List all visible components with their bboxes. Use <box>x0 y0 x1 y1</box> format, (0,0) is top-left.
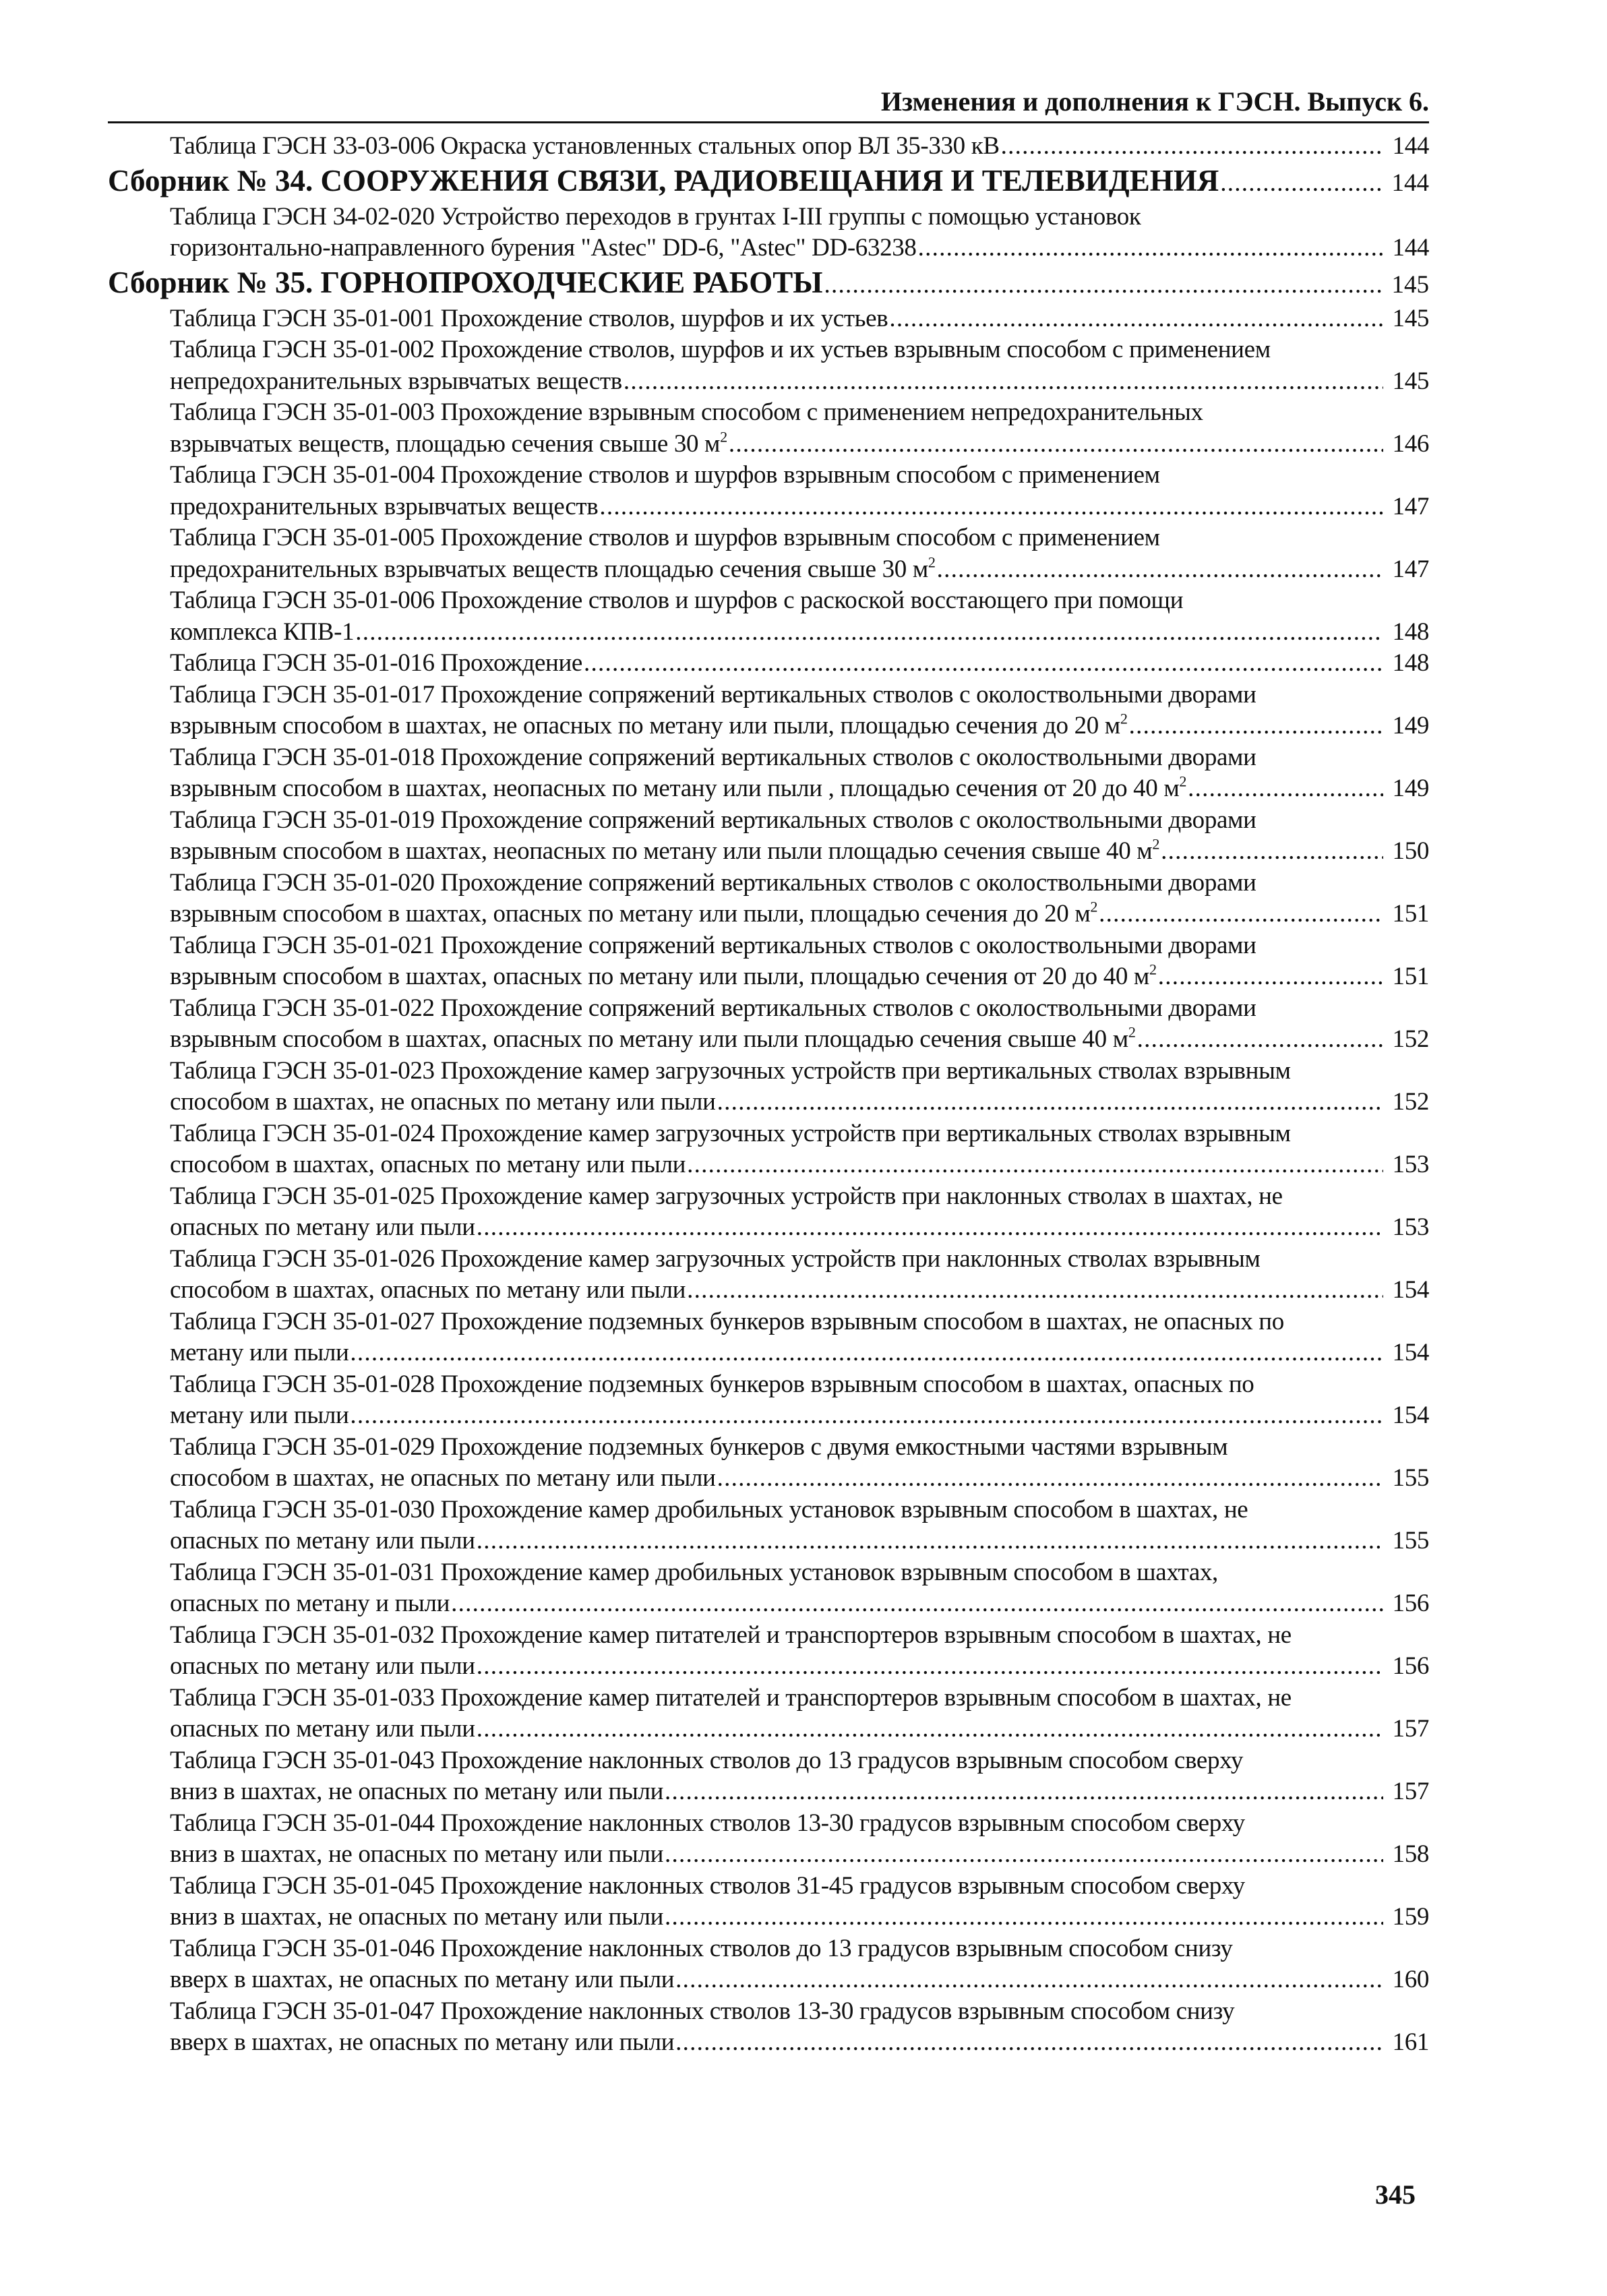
toc-entry-line-text: Таблица ГЭСН 35-01-020 Прохождение сопряжений вертикальных стволов с околоствольными дворами <box>170 868 1256 897</box>
toc-entry-line <box>170 202 1383 233</box>
toc-table-entry[interactable] <box>108 930 1429 993</box>
toc-entry-title <box>170 1306 1383 1369</box>
toc-entry-line <box>170 1745 1383 1777</box>
toc-entry-line-text: Таблица ГЭСН 35-01-003 Прохождение взрывным способом с применением непредохранительных <box>170 398 1203 426</box>
toc-entry-line <box>170 554 1383 586</box>
toc-entry-line-text: Таблица ГЭСН 35-01-016 Прохождение <box>170 649 583 677</box>
toc-entry-line <box>170 1212 1383 1244</box>
toc-entry-title <box>170 1808 1383 1871</box>
toc-entry-title <box>170 648 1383 679</box>
toc-dot-leader <box>622 366 1383 398</box>
toc-page-number: 147 <box>1392 555 1429 583</box>
toc-section-entry[interactable] <box>108 266 1429 301</box>
toc-entry-line <box>170 491 1383 523</box>
toc-entry-line-text: Таблица ГЭСН 35-01-022 Прохождение сопряжений вертикальных стволов с околоствольными дворами <box>170 994 1256 1022</box>
toc-dot-leader <box>475 1714 1383 1745</box>
toc-dot-leader <box>348 1400 1383 1432</box>
toc-entry-line <box>170 334 1383 366</box>
toc-entry-title <box>170 334 1383 397</box>
toc-table-entry[interactable] <box>108 131 1429 162</box>
toc-table-entry[interactable] <box>108 1432 1429 1494</box>
toc-entry-line <box>170 1306 1383 1338</box>
toc-entry-title <box>170 742 1383 805</box>
toc-entry-line <box>170 2027 1383 2059</box>
toc-entry-title <box>170 868 1383 930</box>
toc-dot-leader <box>1097 899 1383 930</box>
toc-entry-line-text: опасных по метану или пыли <box>170 1652 475 1680</box>
toc-entry-line <box>170 1714 1383 1745</box>
toc-entry-title <box>170 397 1383 460</box>
toc-entry-title <box>170 303 1383 335</box>
toc-table-entry[interactable] <box>108 648 1429 679</box>
toc-table-entry[interactable] <box>108 585 1429 648</box>
toc-table-entry[interactable] <box>108 460 1429 522</box>
toc-entry-line <box>170 1244 1383 1275</box>
toc-entry-line <box>170 993 1383 1025</box>
toc-page-number: 148 <box>1392 649 1429 677</box>
toc-dot-leader <box>686 1149 1383 1181</box>
toc-entry-line-text: взрывным способом в шахтах, не опасных по метану или пыли, площадью сечения до 20 $м^2$ <box>170 710 1128 739</box>
toc-table-entry[interactable] <box>108 1745 1429 1808</box>
toc-entry-title <box>170 993 1383 1056</box>
toc-dot-leader <box>888 303 1383 335</box>
toc-entry-title <box>170 1871 1383 1933</box>
toc-entry-line <box>170 742 1383 774</box>
toc-dot-leader <box>348 1337 1383 1369</box>
toc-table-entry[interactable] <box>108 679 1429 742</box>
toc-dot-leader <box>582 648 1383 679</box>
toc-entry-line-text: Таблица ГЭСН 35-01-045 Прохождение наклонных стволов 31-45 градусов взрывным способом сверху <box>170 1871 1245 1900</box>
toc-entry-line-text: Таблица ГЭСН 35-01-021 Прохождение сопряжений вертикальных стволов с околоствольными дворами <box>170 931 1256 959</box>
toc-dot-leader <box>727 429 1383 460</box>
toc-entry-line-text: вверх в шахтах, не опасных по метану или пыли <box>170 2028 675 2056</box>
toc-entry-line <box>170 836 1383 868</box>
toc-entry-title <box>170 1244 1383 1306</box>
toc-page-number: 154 <box>1392 1276 1429 1304</box>
toc-entry-line <box>170 1056 1383 1087</box>
running-header <box>108 85 1429 123</box>
toc-entry-line-text: опасных по метану и пыли <box>170 1590 450 1617</box>
toc-dot-leader <box>475 1212 1383 1244</box>
toc-entry-line <box>170 1808 1383 1840</box>
toc-entry-title <box>170 1745 1383 1808</box>
toc-page-number: 151 <box>1392 963 1429 990</box>
toc-entry-title <box>170 585 1383 648</box>
toc-entry-line <box>170 679 1383 711</box>
toc-entry-line <box>170 1337 1383 1369</box>
toc-entry-line-text: вниз в шахтах, не опасных по метану или пыли <box>170 1840 664 1868</box>
toc-table-entry[interactable] <box>108 1244 1429 1306</box>
toc-entry-line-text: Таблица ГЭСН 35-01-023 Прохождение камер загрузочных устройств при вертикальных стволах взрывным <box>170 1056 1291 1085</box>
toc-page-number: 158 <box>1392 1840 1429 1868</box>
toc-entry-line <box>170 1149 1383 1181</box>
toc-page-number: 144 <box>1392 132 1429 160</box>
toc-entry-line-text: Таблица ГЭСН 35-01-006 Прохождение стволов и шурфов с раскоской восстающего при помощи <box>170 586 1184 614</box>
toc-entry-line-text: метану или пыли <box>170 1401 349 1429</box>
toc-entry-line <box>170 1369 1383 1401</box>
toc-entry-line <box>170 1776 1383 1808</box>
toc-dot-leader <box>936 554 1383 586</box>
toc-entry-line-text: Таблица ГЭСН 35-01-031 Прохождение камер дробильных установок взрывным способом в шахтах, <box>170 1558 1218 1586</box>
toc-entry-line <box>170 303 1383 335</box>
toc-entry-line <box>170 131 1383 162</box>
toc-entry-line <box>170 1463 1383 1494</box>
toc-entry-line-text: опасных по метану или пыли <box>170 1715 475 1743</box>
toc-entry-line-text: Таблица ГЭСН 35-01-027 Прохождение подземных бункеров взрывным способом в шахтах, не опасных по <box>170 1307 1284 1335</box>
toc-entry-line-text: способом в шахтах, не опасных по метану или пыли <box>170 1464 716 1492</box>
toc-entry-title <box>170 1683 1383 1745</box>
toc-dot-leader <box>450 1588 1383 1620</box>
toc-entry-line <box>170 585 1383 617</box>
toc-table-entry[interactable] <box>108 1369 1429 1432</box>
toc-entry-line <box>170 1996 1383 2028</box>
toc-page-number: 156 <box>1392 1590 1429 1617</box>
toc-entry-title <box>170 1369 1383 1432</box>
toc-page-number: 156 <box>1392 1652 1429 1680</box>
toc-table-entry[interactable] <box>108 1306 1429 1369</box>
toc-entry-line <box>170 1588 1383 1620</box>
toc-entry-title <box>170 679 1383 742</box>
toc-dot-leader <box>1136 1024 1383 1056</box>
toc-table-entry[interactable] <box>108 1933 1429 1996</box>
toc-entry-line-text: способом в шахтах, опасных по метану или пыли <box>170 1276 686 1304</box>
toc-dot-leader <box>674 1964 1383 1996</box>
toc-entry-line-text: взрывным способом в шахтах, опасных по метану или пыли площадью сечения свыше 40 $м^2$ <box>170 1023 1136 1053</box>
toc-entry-title <box>170 805 1383 868</box>
toc-entry-line-text: взрывным способом в шахтах, неопасных по метану или пыли площадью сечения свыше 40 $м^2$ <box>170 835 1160 865</box>
toc-entry-line-text: Таблица ГЭСН 35-01-029 Прохождение подземных бункеров с двумя емкостными частями взрывным <box>170 1432 1228 1461</box>
toc-entry-line <box>170 1839 1383 1871</box>
toc-dot-leader <box>917 233 1383 264</box>
toc-page-number: 147 <box>1392 492 1429 520</box>
toc-entry-line <box>170 1902 1383 1933</box>
toc-entry-line-text: Таблица ГЭСН 35-01-017 Прохождение сопряжений вертикальных стволов с околоствольными дворами <box>170 680 1256 708</box>
toc-entry-title <box>170 460 1383 522</box>
toc-entry-line <box>170 1683 1383 1714</box>
toc-dot-leader <box>1159 836 1383 868</box>
toc-page-number: 157 <box>1392 1715 1429 1743</box>
toc-dot-leader <box>1157 961 1383 993</box>
toc-entry-title <box>170 1620 1383 1683</box>
toc-entry-line-text: взрывным способом в шахтах, опасных по метану или пыли, площадью сечения до 20 $м^2$ <box>170 898 1098 928</box>
toc-table-entry[interactable] <box>108 742 1429 805</box>
toc-page-number: 155 <box>1392 1527 1429 1554</box>
toc-dot-leader <box>1000 131 1383 162</box>
toc-entry-line-text: непредохранительных взрывчатых веществ <box>170 367 622 395</box>
toc-page-number: 153 <box>1392 1213 1429 1241</box>
toc-entry-line-text: Таблица ГЭСН 35-01-043 Прохождение наклонных стволов до 13 градусов взрывным способом сверху <box>170 1746 1244 1774</box>
toc-entry-line <box>170 1275 1383 1306</box>
toc-table-entry[interactable] <box>108 1118 1429 1181</box>
toc-entry-line-text: Сборник № 35. ГОРНОПРОХОДЧЕСКИЕ РАБОТЫ <box>108 265 823 299</box>
toc-page-number: 160 <box>1392 1966 1429 1993</box>
toc-dot-leader <box>674 2027 1383 2059</box>
toc-page-number: 153 <box>1392 1151 1429 1178</box>
toc-entry-line-text: предохранительных взрывчатых веществ <box>170 492 599 520</box>
toc-entry-line <box>170 1494 1383 1526</box>
toc-dot-leader <box>822 266 1383 301</box>
toc-entry-line <box>170 1557 1383 1589</box>
toc-entry-title <box>170 1996 1383 2059</box>
toc-table-entry[interactable] <box>108 805 1429 868</box>
toc-entry-line-text: взрывным способом в шахтах, неопасных по метану или пыли , площадью сечения от 20 до 40 $м^2$ <box>170 773 1187 802</box>
toc-entry-line-text: Таблица ГЭСН 35-01-026 Прохождение камер загрузочных устройств при наклонных стволах взрывным <box>170 1244 1261 1273</box>
toc-entry-line <box>170 233 1383 264</box>
toc-page-number: 145 <box>1392 367 1429 395</box>
toc-entry-line-text: взрывчатых веществ, площадью сечения свыше 30 $м^2$ <box>170 428 727 458</box>
toc-entry-line <box>170 648 1383 679</box>
toc-dot-leader <box>716 1463 1383 1494</box>
toc-table-entry[interactable] <box>108 1494 1429 1557</box>
toc-page-number: 154 <box>1392 1339 1429 1366</box>
toc-entry-title <box>170 1494 1383 1557</box>
toc-entry-line <box>170 1400 1383 1432</box>
toc-entry-line-text: Таблица ГЭСН 35-01-025 Прохождение камер загрузочных устройств при наклонных стволах в шахтах, не <box>170 1182 1283 1210</box>
toc-entry-line-text: способом в шахтах, не опасных по метану или пыли <box>170 1088 716 1116</box>
toc-entry-line <box>170 773 1383 805</box>
toc-entry-line <box>170 961 1383 993</box>
toc-entry-line <box>170 1933 1383 1965</box>
toc-entry-line-text: Таблица ГЭСН 35-01-024 Прохождение камер загрузочных устройств при вертикальных стволах взрывным <box>170 1119 1291 1147</box>
toc-table-entry[interactable] <box>108 1181 1429 1244</box>
toc-entry-line-text: Таблица ГЭСН 35-01-047 Прохождение наклонных стволов 13-30 градусов взрывным способом снизу <box>170 1997 1235 2025</box>
toc-page-number: 159 <box>1392 1903 1429 1931</box>
toc-page-number: 150 <box>1392 837 1429 865</box>
toc-entry-title <box>170 1056 1383 1118</box>
toc-dot-leader <box>1128 711 1383 742</box>
toc-table-entry[interactable] <box>108 303 1429 335</box>
toc-entry-line <box>170 711 1383 742</box>
toc-entry-line <box>108 266 1383 301</box>
toc-entry-line-text: Таблица ГЭСН 35-01-044 Прохождение наклонных стволов 13-30 градусов взрывным способом сверху <box>170 1809 1245 1837</box>
toc-entry-line <box>170 1181 1383 1213</box>
toc-entry-line-text: Таблица ГЭСН 35-01-032 Прохождение камер питателей и транспортеров взрывным способом в шахтах, не <box>170 1621 1292 1649</box>
toc-entry-line-text: способом в шахтах, опасных по метану или пыли <box>170 1151 686 1178</box>
toc-page-number: 145 <box>1392 304 1429 332</box>
toc-dot-leader <box>663 1839 1383 1871</box>
toc-entry-line-text: горизонтально-направленного бурения "Astec" DD-6, "Astec" DD-63238 <box>170 234 917 262</box>
toc-entry-line <box>170 522 1383 554</box>
toc-entry-line <box>170 397 1383 429</box>
toc-page-number: 151 <box>1392 900 1429 928</box>
toc-entry-line-text: вниз в шахтах, не опасных по метану или пыли <box>170 1903 664 1931</box>
toc-table-entry[interactable] <box>108 1620 1429 1683</box>
toc-entry-line <box>170 1432 1383 1463</box>
toc-page-number: 146 <box>1392 429 1429 458</box>
toc-table-entry[interactable] <box>108 522 1429 585</box>
toc-entry-line <box>170 1871 1383 1902</box>
toc-dot-leader <box>475 1651 1383 1683</box>
toc-dot-leader <box>475 1525 1383 1557</box>
toc-entry-line-text: Таблица ГЭСН 35-01-005 Прохождение стволов и шурфов взрывным способом с применением <box>170 524 1160 551</box>
toc-table-entry[interactable] <box>108 1056 1429 1118</box>
toc-entry-line <box>170 429 1383 460</box>
toc-entry-line <box>170 1651 1383 1683</box>
toc-page-number: 145 <box>1391 270 1429 299</box>
toc-entry-line-text: комплекса КПВ-1 <box>170 617 355 646</box>
toc-page-number: 144 <box>1391 169 1429 197</box>
toc-table-entry[interactable] <box>108 334 1429 397</box>
toc-entry-line <box>170 1525 1383 1557</box>
table-of-contents <box>108 131 1429 2059</box>
toc-table-entry[interactable] <box>108 1808 1429 1871</box>
toc-table-entry[interactable] <box>108 1683 1429 1745</box>
toc-section-entry[interactable] <box>108 164 1429 200</box>
toc-entry-line <box>170 617 1383 648</box>
toc-entry-title <box>108 266 1383 301</box>
toc-entry-line-text: предохранительных взрывчатых веществ площадью сечения свыше 30 $м^2$ <box>170 553 936 583</box>
toc-page-number: 144 <box>1392 234 1429 262</box>
toc-page-number: 154 <box>1392 1401 1429 1429</box>
toc-entry-line <box>170 1964 1383 1996</box>
toc-dot-leader <box>716 1087 1383 1118</box>
toc-page-number: 157 <box>1392 1778 1429 1805</box>
toc-dot-leader <box>598 491 1383 523</box>
toc-entry-line-text: Таблица ГЭСН 35-01-018 Прохождение сопряжений вертикальных стволов с околоствольными дворами <box>170 743 1256 771</box>
toc-entry-title <box>108 164 1383 200</box>
toc-table-entry[interactable] <box>108 1996 1429 2059</box>
toc-entry-line <box>170 899 1383 930</box>
toc-entry-title <box>170 1557 1383 1620</box>
toc-entry-title <box>170 1118 1383 1181</box>
toc-entry-title <box>170 1181 1383 1244</box>
toc-entry-line <box>170 1024 1383 1056</box>
toc-entry-line-text: Таблица ГЭСН 35-01-004 Прохождение стволов и шурфов взрывным способом с применением <box>170 461 1160 489</box>
toc-table-entry[interactable] <box>108 1557 1429 1620</box>
toc-table-entry[interactable] <box>108 202 1429 264</box>
running-header-title: Изменения и дополнения к ГЭСН. Выпуск 6. <box>880 86 1429 117</box>
toc-table-entry[interactable] <box>108 868 1429 930</box>
toc-page-number: 152 <box>1392 1025 1429 1053</box>
toc-entry-line <box>170 366 1383 398</box>
toc-entry-line-text: вниз в шахтах, не опасных по метану или пыли <box>170 1778 664 1805</box>
toc-entry-line-text: Таблица ГЭСН 35-01-046 Прохождение наклонных стволов до 13 градусов взрывным способом снизу <box>170 1934 1233 1962</box>
toc-entry-title <box>170 522 1383 585</box>
toc-dot-leader <box>354 617 1383 648</box>
toc-entry-line-text: вверх в шахтах, не опасных по метану или пыли <box>170 1966 675 1993</box>
toc-entry-line-text: Таблица ГЭСН 35-01-002 Прохождение стволов, шурфов и их устьев взрывным способом с применением <box>170 336 1271 363</box>
toc-entry-line-text: опасных по метану или пыли <box>170 1213 475 1241</box>
toc-entry-line-text: Таблица ГЭСН 35-01-001 Прохождение стволов, шурфов и их устьев <box>170 304 888 332</box>
toc-entry-line-text: Таблица ГЭСН 35-01-030 Прохождение камер дробильных установок взрывным способом в шахтах, не <box>170 1495 1248 1523</box>
toc-entry-line <box>170 1087 1383 1118</box>
toc-entry-title <box>170 131 1383 162</box>
toc-dot-leader <box>663 1902 1383 1933</box>
toc-table-entry[interactable] <box>108 397 1429 460</box>
page-number: 345 <box>1375 2179 1416 2210</box>
toc-entry-title <box>170 1432 1383 1494</box>
toc-entry-line <box>170 930 1383 962</box>
toc-dot-leader <box>1186 773 1383 805</box>
toc-entry-title <box>170 930 1383 993</box>
toc-entry-line <box>170 805 1383 837</box>
toc-entry-title <box>170 202 1383 264</box>
toc-entry-line <box>170 1620 1383 1652</box>
toc-entry-line-text: Таблица ГЭСН 35-01-019 Прохождение сопряжений вертикальных стволов с околоствольными дворами <box>170 806 1256 834</box>
toc-entry-line <box>170 868 1383 899</box>
toc-entry-line-text: Таблица ГЭСН 35-01-033 Прохождение камер питателей и транспортеров взрывным способом в шахтах, не <box>170 1683 1292 1712</box>
toc-page-number: 149 <box>1392 712 1429 739</box>
toc-page-number: 161 <box>1392 2028 1429 2056</box>
toc-entry-line-text: взрывным способом в шахтах, опасных по метану или пыли, площадью сечения от 20 до 40 $м^2$ <box>170 961 1157 990</box>
toc-table-entry[interactable] <box>108 993 1429 1056</box>
toc-page-number: 149 <box>1392 775 1429 802</box>
toc-entry-line <box>170 1118 1383 1150</box>
toc-page-number: 155 <box>1392 1464 1429 1492</box>
toc-entry-line-text: Таблица ГЭСН 33-03-006 Окраска установленных стальных опор ВЛ 35-330 кВ <box>170 132 1000 160</box>
toc-table-entry[interactable] <box>108 1871 1429 1933</box>
toc-page-number: 152 <box>1392 1088 1429 1116</box>
toc-dot-leader <box>663 1776 1383 1808</box>
toc-entry-line-text: Сборник № 34. СООРУЖЕНИЯ СВЯЗИ, РАДИОВЕЩАНИЯ И ТЕЛЕВИДЕНИЯ <box>108 163 1219 198</box>
toc-dot-leader <box>686 1275 1383 1306</box>
toc-entry-line-text: опасных по метану или пыли <box>170 1527 475 1554</box>
toc-entry-title <box>170 1933 1383 1996</box>
toc-entry-line-text: Таблица ГЭСН 34-02-020 Устройство переходов в грунтах I-III группы с помощью установок <box>170 202 1141 231</box>
toc-entry-line <box>170 460 1383 491</box>
toc-entry-line-text: Таблица ГЭСН 35-01-028 Прохождение подземных бункеров взрывным способом в шахтах, опасных по <box>170 1370 1254 1398</box>
toc-page-number: 148 <box>1392 617 1429 646</box>
toc-entry-line-text: метану или пыли <box>170 1339 349 1366</box>
toc-dot-leader <box>1219 164 1383 200</box>
toc-entry-line <box>108 164 1383 200</box>
